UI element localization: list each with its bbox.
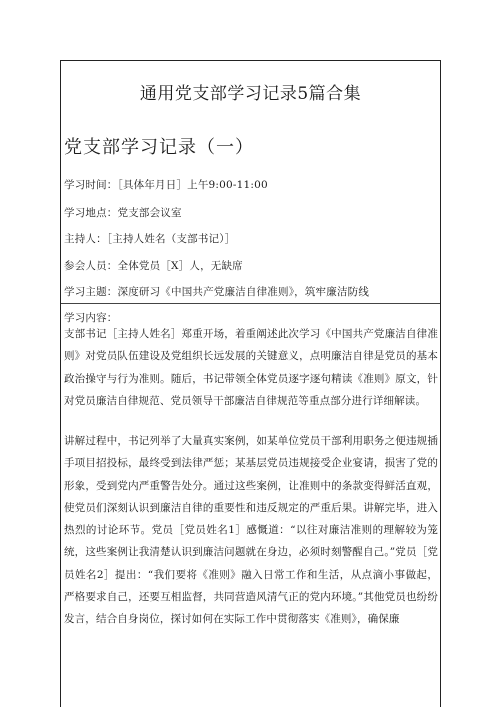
table-rule <box>61 303 440 304</box>
document-frame <box>60 60 441 707</box>
study-topic-field: 学习主题：深度研习《中国共产党廉洁自律准则》，筑牢廉洁防线 <box>64 286 370 298</box>
document-title: 通用党支部学习记录5篇合集 <box>139 84 362 104</box>
study-time-field: 学习时间：［具体年月日］上午9:00-11:00 <box>64 179 268 191</box>
study-content-label: 学习内容： <box>64 312 118 324</box>
content-paragraph-1: 支部书记［主持人姓名］郑重开场，着重阐述此次学习《中国共产党廉洁自律准则》对党员队伍建设及党组织长远发展的关键意义，点明廉洁自律是党员的基本政治操守与行为准则。随后，书记带领全体党员逐字逐句精读《准则》原文，针对党员廉洁自律规范、党员领导干部廉洁自律规范等重点部分进行详细解读。 <box>64 328 438 407</box>
content-paragraph-2: 讲解过程中，书记列举了大量真实案例，如某单位党员干部利用职务之便违规插手项目招投标，最终受到法律严惩；某基层党员违规接受企业宴请，损害了党的形象，受到党内严重警告处分。通过这些案例，让准则中的条款变得鲜活直观，使党员们深刻认识到廉洁自律的重要性和违反规定的严重后果。讲解完毕，进入热烈的讨论环节。党员［党员姓名1］感慨道：“以往对廉洁准则的理解较为笼统，这些案例让我清楚认识到廉洁问题就在身边，必须时刻警醒自己。”党员［党员姓名2］提出：“我们要将《准则》融入日常工作和生活，从点滴小事做起，严格要求自己，还要互相监督，共同营造风清气正的党内环境。”其他党员也纷纷发言，结合自身岗位，探讨如何在实际工作中贯彻落实《准则》，确保廉 <box>64 435 438 626</box>
host-field: 主持人：［主持人姓名（支部书记）］ <box>64 233 236 245</box>
section-title: 党支部学习记录（一） <box>64 137 254 158</box>
attendees-field: 参会人员：全体党员［X］人，无缺席 <box>64 260 243 272</box>
study-place-field: 学习地点：党支部会议室 <box>64 207 182 219</box>
